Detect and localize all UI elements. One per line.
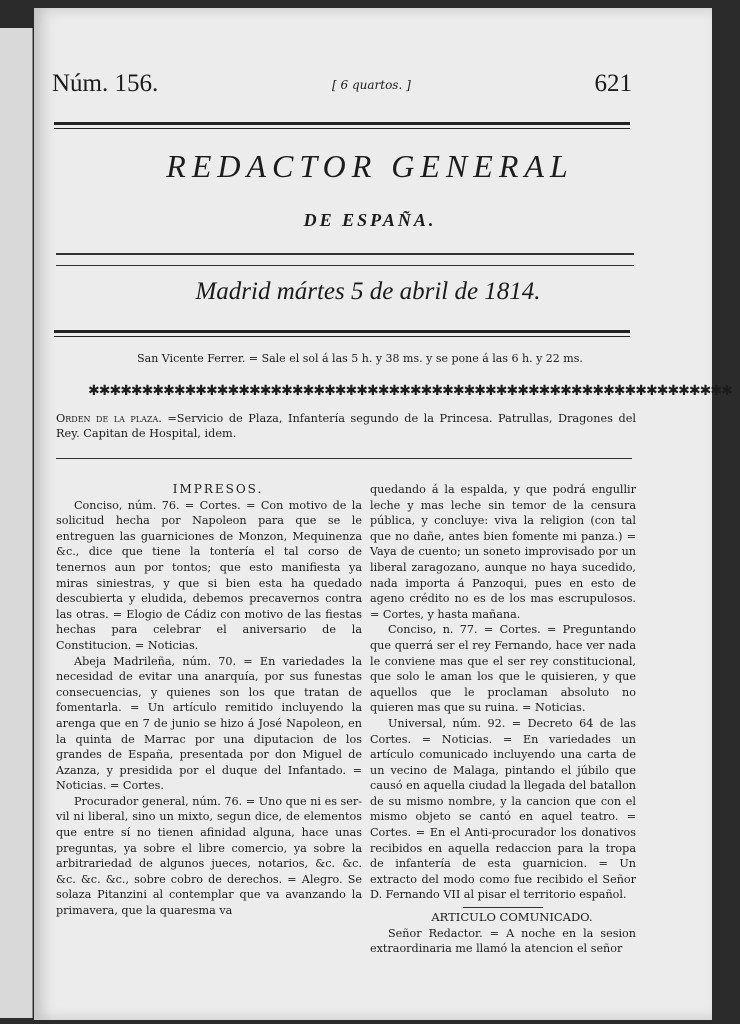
- issue-number: Núm. 156.: [52, 70, 159, 97]
- masthead-header: [52, 70, 632, 108]
- paragraph: Conciso, núm. 76. = Cortes. = Con motivo de la solicitud hecha por Napoleon para que se le entreguen las guarniciones de Monzon, Mequinenza &c., dice que tiene la tontería el tal corso de tenernos aun por tontos; que esto manifiesta ya miras siniestras, y que si bien esta ha quedado descubierta y eludida, debemos precavernos contra las otras. = Elogio de Cádiz con motivo de las fiestas hechas para celebrar el aniversario de la Constitucion. = Noticias.: [56, 498, 362, 652]
- impresos-heading: IMPRESOS.: [172, 482, 264, 496]
- paragraph: Conciso, n. 77. = Cortes. = Preguntando que querrá ser el rey Fernando, hace ver nada le conviene mas que el ser rey constitucional, que solo le aman los que le quisieren, y que aquellos que le proclaman absoluto no quieren mas que su ruina. = Noticias.: [370, 623, 636, 715]
- newspaper-title: REDACTOR GENERAL: [166, 148, 574, 184]
- paragraph: Procurador general, núm. 76. = Uno que ni es ser-vil ni liberal, sino un mixto, segun dice, de elementos que entre sí no tienen afinidad alguna, hace unas preguntas, ya sobre el libre comercio, ya sobre la arbitrariedad de algunos jueces, notarios, &c. &c. &c. &c. &c., sobre cobro de derechos. = Alegro. Se solaza Pitanzini al contemplar que va avanzando la primavera, que la quaresma va: [56, 794, 362, 918]
- dateline: Madrid mártes 5 de abril de 1814.: [195, 278, 541, 305]
- ornamental-rule: [56, 253, 634, 266]
- paragraph: Abeja Madrileña, núm. 70. = En variedades la necesidad de evitar una anarquía, por sus funestas consecuencias, y quienes son los que tratan de fomentarla. = Un artículo remitido incluyendo la arenga que en 7 de junio se hizo á José Napoleon, en la quinta de Marrac por una diputacion de los grandes de España, presentada por don Miguel de Azanza, y presidida por el duque del Infantado. = Noticias. = Cortes.: [56, 654, 362, 793]
- paragraph: quedando á la espalda, y que podrá engullir leche y mas leche sin temor de la censura pública, y concluye: viva la religion (con tal que no dañe, antes bien fomente mi panza.) = Vaya de cuento; un soneto improvisado por un liberal zaragozano, aunque no haya sucedido, nada importa á Panzoqui, pues en esto de ageno crédito no es de los mas escrupulosos. = Cortes, y hasta mañana.: [370, 483, 636, 621]
- left-column: [56, 482, 362, 919]
- page-number: 621: [594, 70, 632, 97]
- article-heading: ARTICULO COMUNICADO.: [431, 910, 593, 925]
- paragraph: Universal, núm. 92. = Decreto 64 de las Cortes. = Noticias. = En variedades un artículo comunicado incluyendo una carta de un vecino de Malaga, pintando el júbilo que causó en aquella ciudad la llegada del batallon de su mismo nombre, y la cancion que con el mismo objeto se cantó en aquel teatro. = Cortes. = En el Anti-procurador los donativos recibidos en aquella redaccion para la tropa de infantería de esta guarnicion. = Un extracto del modo como fue recibido el Señor D. Fernando VII al pisar el territorio español.: [370, 716, 637, 902]
- dateline-rule: [54, 330, 630, 337]
- article-text: Señor Redactor. = A noche en la sesion extraordinaria me llamó la atencion el señor: [370, 926, 636, 956]
- orden-label: Orden de la plaza.: [56, 412, 162, 425]
- header-rule: [54, 122, 630, 129]
- right-column: [370, 482, 636, 957]
- newspaper-subtitle: DE ESPAÑA.: [303, 210, 437, 230]
- section-rule: [56, 458, 632, 459]
- article-rule: [463, 907, 543, 908]
- star-divider: ✱✱✱✱✱✱✱✱✱✱✱✱✱✱✱✱✱✱✱✱✱✱✱✱✱✱✱✱✱✱✱✱✱✱✱✱✱✱✱✱✱✱✱✱✱✱✱✱✱✱✱✱✱✱✱✱✱✱✱✱: [88, 383, 732, 399]
- issue-price: [ 6 quartos. ]: [332, 78, 411, 92]
- orden-de-la-plaza: [56, 411, 636, 441]
- saints-line: San Vicente Ferrer. = Sale el sol á las 5 h. y 38 ms. y se pone á las 6 h. y 22 ms.: [137, 352, 583, 365]
- orden-text: =Servicio de Plaza, Infantería segundo de la Princesa. Patrullas, Dragones del Rey. Capitan de Hospital, idem.: [56, 412, 636, 440]
